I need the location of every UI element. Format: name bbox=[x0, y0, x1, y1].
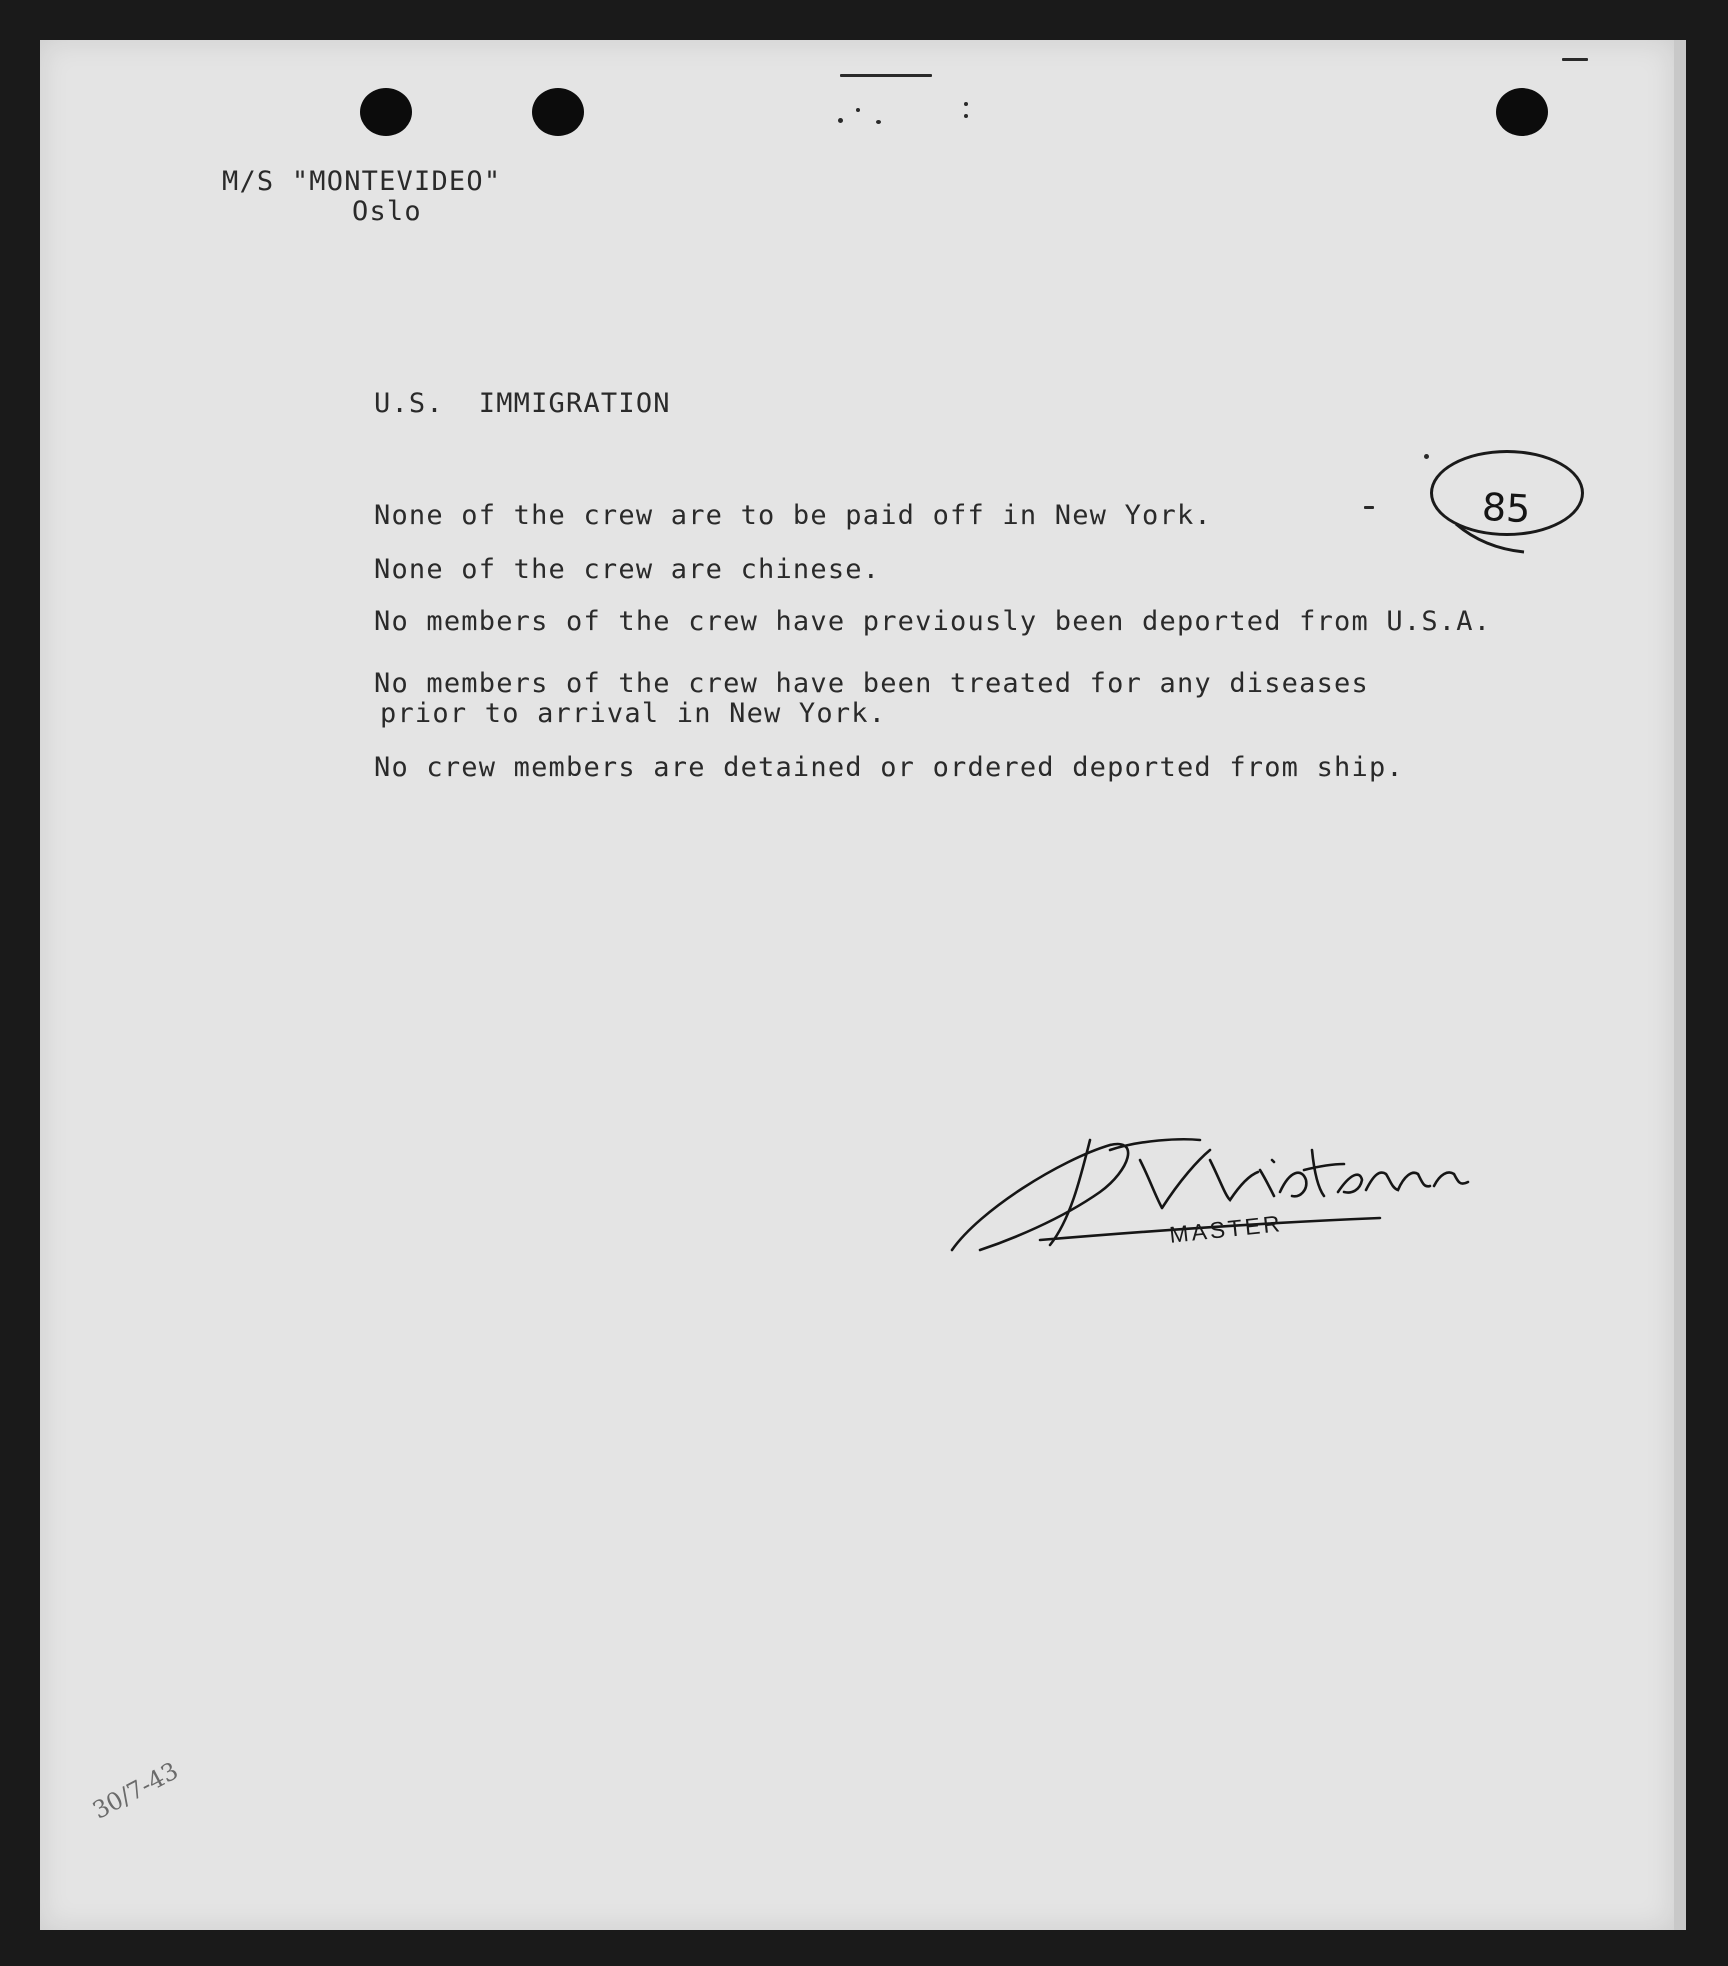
punch-hole bbox=[360, 88, 412, 136]
vessel-port: Oslo bbox=[352, 196, 422, 227]
ink-speck bbox=[838, 118, 843, 123]
document-title: U.S. IMMIGRATION bbox=[374, 388, 671, 419]
statement-line: None of the crew are chinese. bbox=[374, 554, 881, 585]
statement-line: prior to arrival in New York. bbox=[380, 698, 887, 729]
statement-line: No members of the crew have been treated for any diseases bbox=[374, 668, 1369, 699]
punch-hole bbox=[532, 88, 584, 136]
statement-line: No crew members are detained or ordered deported from ship. bbox=[374, 752, 1404, 783]
ink-speck bbox=[1424, 454, 1429, 459]
vessel-name: M/S "MONTEVIDEO" bbox=[222, 166, 502, 197]
statement-line: No members of the crew have previously been deported from U.S.A. bbox=[374, 606, 1492, 637]
statement-line: None of the crew are to be paid off in New York. bbox=[374, 500, 1212, 531]
ink-speck bbox=[964, 102, 968, 106]
ink-mark bbox=[1364, 506, 1374, 509]
ink-mark bbox=[1562, 58, 1588, 61]
ink-mark bbox=[840, 74, 932, 77]
punch-hole bbox=[1496, 88, 1548, 136]
page-edge bbox=[1674, 40, 1686, 1930]
signature-title: MASTER bbox=[1168, 1210, 1284, 1248]
pencil-note: 30/7-43 bbox=[88, 1756, 183, 1825]
ink-speck bbox=[964, 114, 968, 118]
ink-speck bbox=[856, 108, 860, 112]
stamp-number: 85 bbox=[1480, 484, 1532, 532]
document-page bbox=[40, 40, 1674, 1930]
ink-speck bbox=[876, 120, 881, 124]
